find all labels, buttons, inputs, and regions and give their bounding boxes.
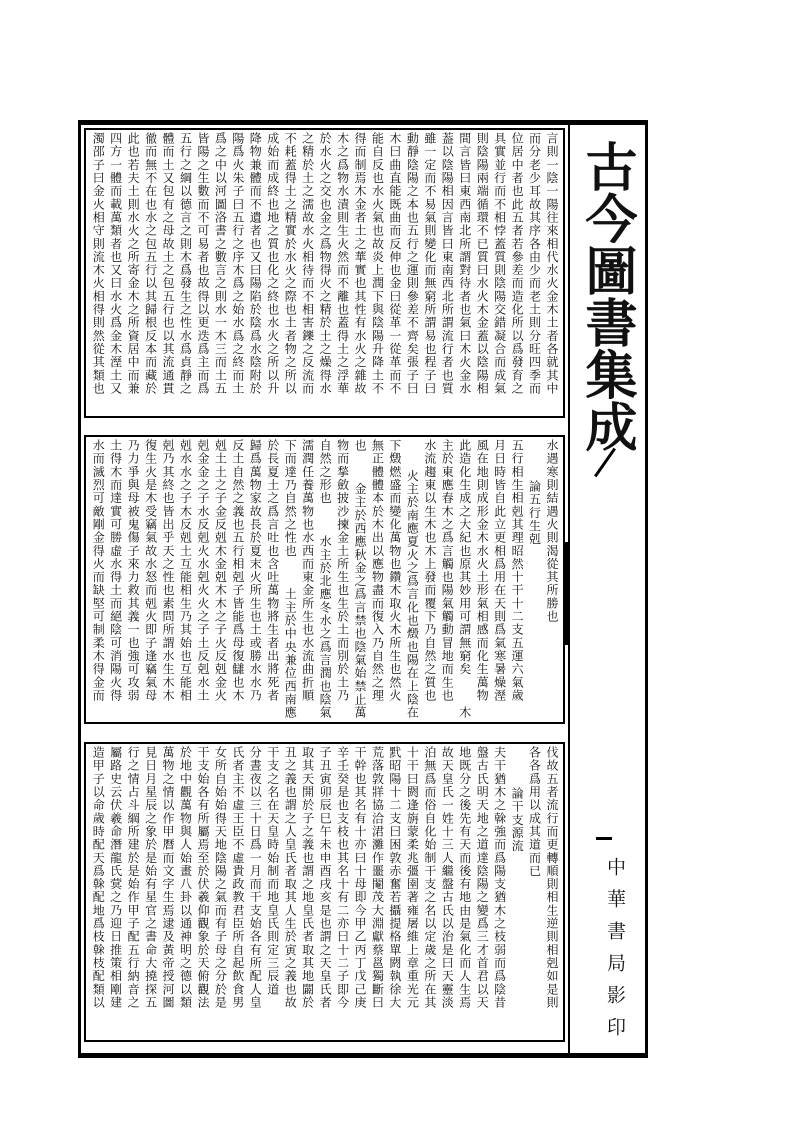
- text-column: 干支始各有所屬焉至於伏羲仰觀象於天俯觀法: [195, 746, 210, 1009]
- text-area: [81, 125, 568, 1053]
- page-frame: [78, 120, 648, 1058]
- text-column: 自然之形也 水主於北應冬水之爲言潤也陰氣: [318, 439, 333, 720]
- text-column: 五行相生相剋其理昭然十干十二支五運六氣歲: [510, 439, 525, 702]
- text-column: 此造化生成之大紀也原其妙用可謂無窮矣 木: [457, 439, 472, 720]
- text-column: 之精於土之濡故水火相待而不相害鑠之反流而: [300, 132, 315, 395]
- text-column: 不耗蓋得土之精實於水火之際也土者物之所以: [283, 132, 298, 395]
- text-column: 地既分之後先有天而後有地由是氣化而人生焉: [457, 746, 472, 1009]
- book-title: 古今圖書集成: [576, 140, 637, 452]
- text-column: 皆陽之生數而不可易者也故得以更迭爲主而爲: [195, 132, 210, 395]
- text-column: 降物兼體而不遺者也又曰陽陷於陰爲水陰附於: [248, 132, 263, 395]
- text-column: 泊無爲而俗自化始制干支之名以定歲之所在其: [422, 746, 437, 1009]
- text-column: 剋金金之子水反剋火水剋火火之子土反剋水土: [195, 439, 210, 702]
- text-column: 四方一體而載萬類者也又曰水火爲金木溼土又: [108, 132, 123, 395]
- text-column: 動靜陰陽之本也五行之運則參差不齊矣張子曰: [405, 132, 420, 395]
- text-column: 下而達乃自然之性也 土主於中央兼位西南應: [283, 439, 298, 720]
- text-column: 十干曰閼逢旃蒙柔兆彊圉著雍屠維上章重光元: [405, 746, 420, 1009]
- text-column: 主於東應春木之爲言觸也陽氣觸動冒地而生也: [440, 439, 455, 702]
- text-column: 爲之中以河圖洛書之數言之則水一木三而土五: [213, 132, 228, 395]
- text-column: 濡潤任養萬物也水西而東金所生也水流曲折順: [300, 439, 315, 702]
- text-column: 荒落敦牂協洽涒灘作噩閹茂大淵獻蔡邕獨斷曰: [370, 746, 385, 1009]
- text-column: 乃力爭與母被鬼傷子來力救其義一也強可攻弱: [126, 439, 141, 702]
- bottom-register-columns: [89, 746, 560, 1038]
- text-column: 土得木而達實可勝虛水得土而絕陰可消陽火得: [108, 439, 123, 702]
- text-column: 女所自始始得天地陰陽之氣而有子母之分於是: [213, 746, 228, 1009]
- text-column: 論五行生剋: [527, 479, 542, 546]
- text-column: 取其天開於子之義也謂之地皇氏者取其地闢於: [300, 746, 315, 1009]
- text-column: 雖一定而不易氣則變化而無窮所謂易也程子曰: [422, 132, 437, 395]
- text-column: 濁邵子曰金火相守則流木火相得則然從其類也: [91, 132, 106, 395]
- text-column: 復生火是木受竊氣故水怒而剋火即子逢竊氣母: [143, 439, 158, 702]
- text-column: 此也若夫土則水火之所寄金木之所資居中而兼: [126, 132, 141, 395]
- text-column: 故天皇氏一姓十三人繼盤古氏以治是曰天靈淡: [440, 746, 455, 1009]
- text-column: 陽爲火朱子曰五行之序木爲之始水爲之終而土: [230, 132, 245, 395]
- text-column: 木曰曲直能既曲而反伸也金曰從革一從革而不: [387, 132, 402, 395]
- text-column: 氏者主不虛王臣不虛貴政教君臣所自起飲食男: [230, 746, 245, 1009]
- text-column: 反土自然之義也五行相剋子皆能爲母復讎也木: [230, 439, 245, 702]
- text-column: 下燬燃盛而變化萬物也鑽木取火木所生也然火: [387, 439, 402, 702]
- text-column: 水遇寒則結遇火則渴從其所勝也: [545, 439, 559, 624]
- text-column: 也 金主於西應秋金之爲言禁也陰氣始禁止萬: [353, 439, 368, 720]
- text-column: 屬路史云伏羲命潛龍氏蓂之乃迎日推策相剛建: [108, 746, 123, 1009]
- text-column: 剋水水之子木反剋土互能相生乃其始也互能相: [178, 439, 193, 702]
- text-column: 辛壬癸是也支枝也其名十有二亦曰十二子即今: [335, 746, 350, 1009]
- text-column: 徹而無不在也水之包五行以其歸根反本而藏於: [143, 132, 158, 395]
- text-column: 體而土又包有之母故土之包五行也以其流通貫: [161, 132, 176, 395]
- text-column: 黓昭陽十二支曰困敦赤奮若攝提格單閼執徐大: [387, 746, 402, 1009]
- text-column: 於地中觀萬物與人始畫八卦以通神明之德以類: [178, 746, 193, 1009]
- text-column: 則陰陽兩端循環不已質曰水火木金蓋以陰陽相: [475, 132, 490, 395]
- text-column: 無正體體本於木出以應物盡而復入乃自然之理: [370, 439, 385, 702]
- top-register: [84, 128, 565, 418]
- title-margin-strip: [568, 125, 645, 1053]
- bottom-register: [84, 742, 565, 1042]
- text-column: 丑之義也謂之人皇氏者取其人生於寅之義也故: [283, 746, 298, 1009]
- middle-register-columns: [89, 439, 560, 720]
- text-column: 見日月星辰之象於是始有星官之書命大撓探五: [143, 746, 158, 1009]
- text-column: 葢以陰陽相因言皆曰東南西北所謂流行者也質: [440, 132, 455, 395]
- text-column: 位居中者也此五者若參差而造化所以爲發育之: [510, 132, 525, 395]
- publisher-dash: [596, 837, 612, 840]
- text-column: 能自反也水火氣也故炎上潤下與陰陽升降土不: [370, 132, 385, 395]
- text-column: 於長夏土之爲言吐也含吐萬物將生者出將死者: [265, 439, 280, 702]
- text-column: 間言皆曰東西南北所謂對待者也氣曰木火金水: [457, 132, 472, 395]
- text-column: 五行之綱以德言之則木爲發生之性水爲貞靜之: [178, 132, 193, 395]
- text-column: 成始而成終也地之質也化之終也水火之所以升: [265, 132, 280, 395]
- text-column: 而分老少耳故其序各由少而老土則分旺四季而: [527, 132, 542, 395]
- text-column: 物而揫斂披沙揀金土所生也生於土而別於土乃: [335, 439, 350, 702]
- text-column: 風在地則成形金木水火土形氣相感而化生萬物: [475, 439, 490, 702]
- text-column: 具實並行而不相悖蓋質則陰陽交錯凝合而成氣: [492, 132, 507, 395]
- text-column: 木之爲物水漬則生火然而不離也蓋得土之浮華: [335, 132, 350, 395]
- text-column: 各各爲用以成其道而已: [527, 746, 542, 878]
- text-column: 得而制焉木金者土之華實也其性有水火之雜故: [353, 132, 368, 395]
- publisher-imprint: 中華書局影印: [604, 857, 626, 1049]
- text-column: 火主於南應夏火之爲言化也燬也陽在上陰在: [405, 439, 420, 720]
- text-column: 干支之名在天皇時始制而地皇氏則定三辰道: [265, 746, 280, 996]
- text-column: 造甲子以命歲時配天爲榦配地爲枝榦枝配類以: [91, 746, 106, 1009]
- text-column: 伐故五者流行而更轉順則相生逆則相剋如是則: [545, 746, 559, 1009]
- text-column: 於水火之交也金之爲物得火之精於土之燥得水: [318, 132, 333, 395]
- text-column: 夫干猶木之榦強而爲陽支猶木之枝弱而爲陰昔: [492, 746, 507, 1009]
- text-column: 言則一陰一陽往來相代水火金木土者各就其中: [545, 132, 559, 395]
- text-column: 剋乃其終也皆出乎天之性也素問所謂水生木木: [161, 439, 176, 702]
- top-register-columns: [89, 132, 560, 414]
- text-column: 分晝夜以三十日爲一月而干支始各有所配人皇: [248, 746, 263, 1009]
- text-column: 行之情占斗綱所建於是始作甲子配五行納音之: [126, 746, 141, 1009]
- text-column: 論干支源流: [510, 786, 525, 853]
- text-column: 水而滅烈可敵剛金得火而缺堅可制柔木得金而: [91, 439, 106, 702]
- text-column: 子丑寅卯辰巳午未申酉戌亥是也謂之天皇氏者: [318, 746, 333, 1009]
- text-column: 剋土土之子金反剋木金剋木木之子火反剋金火: [213, 439, 228, 702]
- text-column: 干幹也其名有十亦曰十母即今甲乙丙丁戊己庚: [353, 746, 368, 1009]
- middle-register: [84, 435, 565, 724]
- text-column: 萬物之情以作甲曆而文字生焉逮及黃帝授河圖: [161, 746, 176, 1009]
- text-column: 歸爲萬物家故長於夏末火所生也土或勝水水乃: [248, 439, 263, 702]
- text-column: 水流趨東以生木也木上發而覆下乃自然之質也: [422, 439, 437, 702]
- text-column: 月日時皆自此立更相爲用在天則爲氣寒暑燥溼: [492, 439, 507, 702]
- text-column: 盤古氏明天地之道達陰陽之變爲三才首君以天: [475, 746, 490, 1009]
